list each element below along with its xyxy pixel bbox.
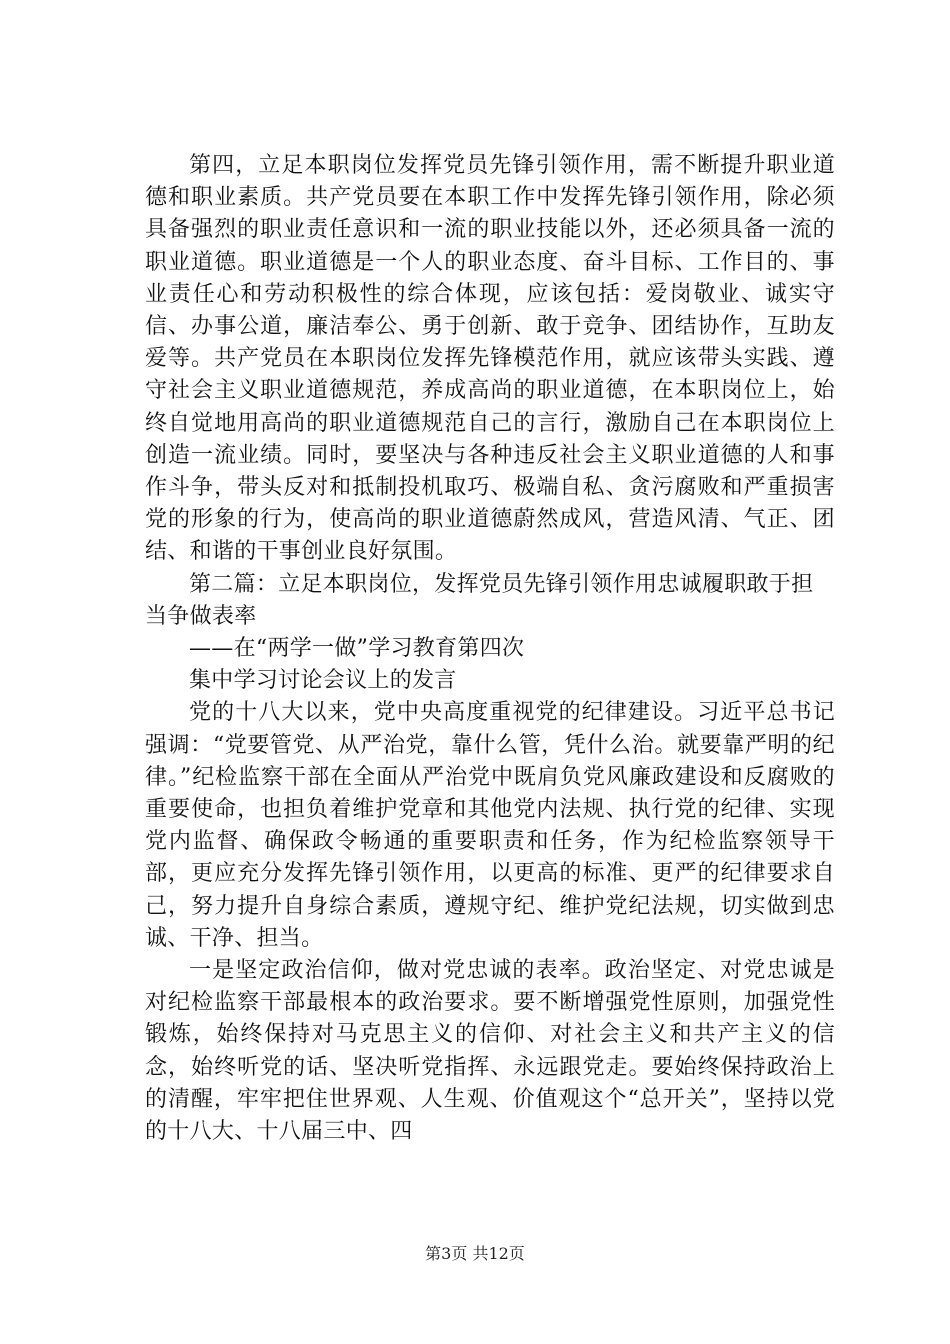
section-title: 第二篇：立足本职岗位，发挥党员先锋引领作用忠诚履职敢于担当争做表率 [145,571,814,629]
speech-subtitle-line-1: ——在“两学一做”学习教育第四次 [189,636,525,662]
paragraph-professional-ethics: 第四，立足本职岗位发挥党员先锋引领作用，需不断提升职业道德和职业素质。共产党员要在本职工作中发挥先锋引领作用，除必须具备强烈的职业责任意识和一流的职业技能以外，还必须具备一流的职业道德。职业道德是一个人的职业态度、奋斗目标、工作目的、事业责任心和劳动积极性的综合体现，应该包括：爱岗敬业、诚实守信、办事公道，廉洁奉公、勇于创新、敢于竞争、团结协作，互助友爱等。共产党员在本职岗位发挥先锋模范作用，就应该带头实践、遵守社会主义职业道德规范，养成高尚的职业道德，在本职岗位上，始终自觉地用高尚的职业道德规范自己的言行，激励自己在本职岗位上创造一流业绩。同时，要坚决与各种违反社会主义职业道德的人和事作斗争，带头反对和抵制投机取巧、极端自私、贪污腐败和严重损害党的形象的行为，使高尚的职业道德蔚然成风，营造风清、气正、团结、和谐的干事创业良好氛围。 [145,153,835,565]
page-number-footer: 第3页 共12页 [425,1244,525,1263]
speech-subtitle-line-2: 集中学习讨论会议上的发言 [189,668,457,694]
paragraph-political-belief: 一是坚定政治信仰，做对党忠诚的表率。政治坚定、对党忠诚是对纪检监察干部最根本的政治要求。要不断增强党性原则，加强党性锻炼，始终保持对马克思主义的信仰、对社会主义和共产主义的信念，始终听党的话、坚决听党指挥、永远跟党走。要始终保持政治上的清醒，牢牢把住世界观、人生观、价值观这个“总开关”，坚持以党的十八大、十八届三中、四 [145,958,835,1145]
paragraph-discipline: 党的十八大以来，党中央高度重视党的纪律建设。习近平总书记强调：“党要管党、从严治党，靠什么管，凭什么治。就要靠严明的纪律。”纪检监察干部在全面从严治党中既肩负党风廉政建设和反腐败的重要使命，也担负着维护党章和其他党内法规、执行党的纪律、实现党内监督、确保政令畅通的重要职责和任务，作为纪检监察领导干部，更应充分发挥先锋引领作用，以更高的标准、更严的纪律要求自己，努力提升自身综合素质，遵规守纪、维护党纪法规，切实做到忠诚、干净、担当。 [145,700,835,951]
document-body [145,150,835,1148]
